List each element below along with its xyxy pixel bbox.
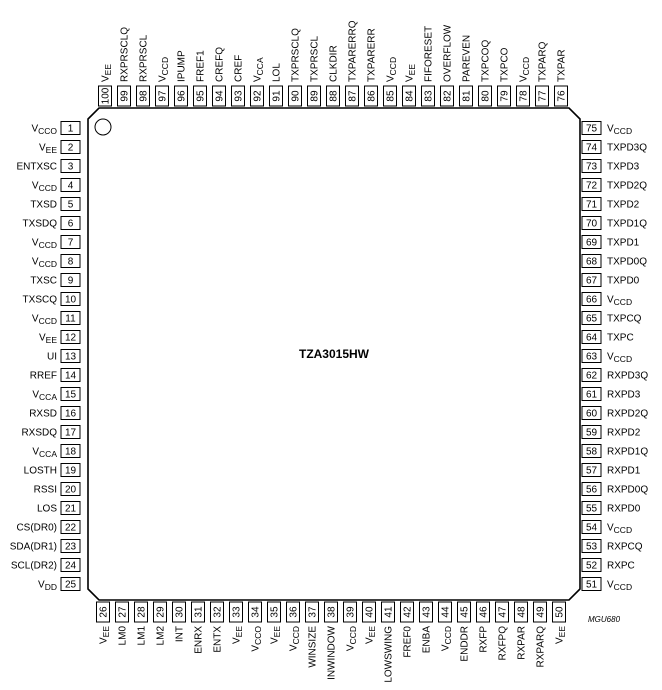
pin-name: RXPD3Q <box>607 370 649 382</box>
pin-name: $V_{EE}$ <box>231 626 244 645</box>
pin-name: $V_{CCD}$ <box>385 56 398 82</box>
pin-name: RXPD2 <box>607 427 641 439</box>
pin-number: 64 <box>585 332 598 344</box>
pin-name: TXSDQ <box>22 218 57 230</box>
pin-number: 50 <box>554 606 566 618</box>
pin-number: 8 <box>67 256 74 268</box>
pin-number: 9 <box>67 275 74 287</box>
pin-number: 6 <box>67 218 74 230</box>
pin-name: RXPRSCLQ <box>119 26 131 82</box>
pin-name: $V_{CCD}$ <box>31 256 57 269</box>
pin-number: 56 <box>585 484 598 496</box>
pin-name: RXPD1Q <box>607 446 649 458</box>
pin-name: CS(DR0) <box>16 522 57 534</box>
pin-name: TXPD2 <box>607 199 640 211</box>
pin-number: 65 <box>585 313 598 325</box>
pin-name: TXPARERR <box>366 28 378 82</box>
pin-number: 19 <box>64 465 77 477</box>
pin-name: $V_{CCD}$ <box>31 237 57 250</box>
pin-name: LOL <box>271 63 283 82</box>
pin-number: 69 <box>585 237 598 249</box>
pin-number: 16 <box>64 408 77 420</box>
pin-name: TXPCO <box>499 47 511 82</box>
pin-name: ENTXSC <box>16 161 57 173</box>
pin-name: $V_{CCD}$ <box>607 351 633 364</box>
pin-name: FIFORESET <box>423 25 435 82</box>
pin-number: 92 <box>252 90 264 102</box>
pin-number: 39 <box>345 606 357 618</box>
pin-name: $V_{EE}$ <box>554 626 567 645</box>
pin-name: RXFP <box>478 626 490 653</box>
pin-name: CREF <box>233 54 245 82</box>
pin-name: RXPAR <box>516 626 528 660</box>
pin-number: 36 <box>288 606 300 618</box>
pin-number: 84 <box>404 90 416 102</box>
pin-name: $V_{CCD}$ <box>157 56 170 82</box>
pin-number: 71 <box>585 199 598 211</box>
pin-name: TXPCQ <box>607 313 642 325</box>
pin-name: RXPARQ <box>535 626 547 668</box>
pin-number: 80 <box>480 90 492 102</box>
pin1-marker-icon <box>95 119 111 135</box>
pin-number: 30 <box>174 606 186 618</box>
pin-number: 79 <box>499 90 511 102</box>
pin-number: 35 <box>269 606 281 618</box>
pin-number: 93 <box>233 90 245 102</box>
pin-name: $V_{CCD}$ <box>31 180 57 193</box>
pin-number: 52 <box>585 560 598 572</box>
pin-number: 99 <box>119 90 131 102</box>
pin-name: $V_{CCD}$ <box>607 522 633 535</box>
pin-number: 62 <box>585 370 598 382</box>
pin-number: 97 <box>157 90 169 102</box>
pin-number: 91 <box>271 90 283 102</box>
pin-name: TXSC <box>30 275 57 287</box>
pin-number: 63 <box>585 351 598 363</box>
pin-number: 10 <box>64 294 77 306</box>
pin-number: 42 <box>402 606 414 618</box>
pin-number: 74 <box>585 142 598 154</box>
pin-number: 44 <box>440 606 452 618</box>
pin-name: TXPD2Q <box>607 180 648 192</box>
pin-name: SCL(DR2) <box>10 560 57 572</box>
pin-number: 78 <box>518 90 530 102</box>
pin-number: 58 <box>585 446 598 458</box>
pin-number: 95 <box>195 90 207 102</box>
pin-number: 25 <box>64 579 77 591</box>
pin-name: INWINDOW <box>326 626 338 680</box>
pin-name: $V_{CCA}$ <box>32 389 57 402</box>
pin-name: RREF <box>29 370 57 382</box>
pin-name: ENTX <box>212 626 224 653</box>
pin-number: 59 <box>585 427 598 439</box>
pin-name: TXPCOQ <box>480 39 492 82</box>
pin-number: 81 <box>461 90 473 102</box>
pin-number: 88 <box>328 90 340 102</box>
pin-number: 26 <box>98 606 110 618</box>
pin-name: LM0 <box>117 626 129 646</box>
pin-name: CLKDIR <box>328 45 340 82</box>
pin-name: RSSI <box>33 484 57 496</box>
pin-name: UI <box>47 351 57 363</box>
pin-number: 96 <box>176 90 188 102</box>
pin-number: 86 <box>366 90 378 102</box>
pin-number: 37 <box>307 606 319 618</box>
pin-name: TXPD1Q <box>607 218 648 230</box>
pin-number: 60 <box>585 408 598 420</box>
pin-name: FREF0 <box>402 626 414 658</box>
pin-number: 75 <box>585 123 598 135</box>
pin-number: 76 <box>556 90 568 102</box>
pin-name: TXPD3 <box>607 161 640 173</box>
pin-name: TXPD0 <box>607 275 640 287</box>
pin-name: TXPAR <box>556 49 568 82</box>
pin-name: $V_{CCA}$ <box>252 57 265 82</box>
pin-number: 22 <box>64 522 77 534</box>
pin-name: LOSTH <box>23 465 57 477</box>
pin-number: 94 <box>214 90 226 102</box>
pin-number: 47 <box>497 606 509 618</box>
pin-name: LOS <box>36 503 57 515</box>
pin-number: 28 <box>136 606 148 618</box>
pin-number: 100 <box>100 87 112 105</box>
pin-number: 29 <box>155 606 167 618</box>
pin-number: 66 <box>585 294 598 306</box>
pin-name: ENDDR <box>459 626 471 662</box>
pin-name: RXPC <box>607 560 635 572</box>
pin-name: $V_{DD}$ <box>38 579 57 592</box>
pin-name: LM1 <box>136 626 148 646</box>
pin-number: 1 <box>67 123 74 135</box>
pin-number: 12 <box>64 332 77 344</box>
pin-number: 54 <box>585 522 598 534</box>
pin-number: 83 <box>423 90 435 102</box>
pin-number: 27 <box>117 606 129 618</box>
pin-name: INT <box>174 626 186 643</box>
pin-number: 15 <box>64 389 77 401</box>
pin-number: 4 <box>67 180 74 192</box>
pin-name: TXPC <box>607 332 634 344</box>
pin-name: ENRX <box>193 626 205 654</box>
pin-number: 14 <box>64 370 77 382</box>
pin-number: 34 <box>250 606 262 618</box>
pin-name: TXSCQ <box>22 294 57 306</box>
pin-number: 5 <box>67 199 74 211</box>
pin-name: RXFPQ <box>497 626 509 661</box>
pin-number: 43 <box>421 606 433 618</box>
pin-number: 45 <box>459 606 471 618</box>
pin-name: RXSD <box>29 408 57 420</box>
pin-name: ENBA <box>421 626 433 654</box>
pin-name: TXPARERRQ <box>347 20 359 82</box>
pin-number: 31 <box>193 606 205 618</box>
pin-number: 77 <box>537 90 549 102</box>
pin-number: 72 <box>585 180 598 192</box>
pin-number: 40 <box>364 606 376 618</box>
pin-name: $V_{EE}$ <box>100 63 113 82</box>
pin-name: RXPD0Q <box>607 484 649 496</box>
pin-name: OVERFLOW <box>442 24 454 82</box>
pin-number: 89 <box>309 90 321 102</box>
pin-name: $V_{CCD}$ <box>31 313 57 326</box>
pin-name: $V_{EE}$ <box>404 63 417 82</box>
pin-number: 41 <box>383 606 395 618</box>
pin-name: $V_{EE}$ <box>364 626 377 645</box>
pin-number: 67 <box>585 275 598 287</box>
pin-name: CREFQ <box>214 47 226 82</box>
pin-number: 98 <box>138 90 150 102</box>
pin-number: 46 <box>478 606 490 618</box>
pin-name: WINSIZE <box>307 626 319 668</box>
pin-number: 32 <box>212 606 224 618</box>
pin-number: 18 <box>64 446 77 458</box>
pin-number: 21 <box>64 503 77 515</box>
pin-number: 85 <box>385 90 397 102</box>
pin-number: 13 <box>64 351 77 363</box>
pin-number: 49 <box>535 606 547 618</box>
pin-name: TXPRSCLQ <box>290 28 302 82</box>
pin-number: 82 <box>442 90 454 102</box>
pin-name: SDA(DR1) <box>9 541 57 553</box>
pin-name: $V_{EE}$ <box>38 142 57 155</box>
pin-name: $V_{CCD}$ <box>345 626 358 652</box>
pin-name: RXPD3 <box>607 389 641 401</box>
pin-number: 70 <box>585 218 598 230</box>
pin-number: 57 <box>585 465 598 477</box>
pin-number: 68 <box>585 256 598 268</box>
pin-number: 53 <box>585 541 598 553</box>
pin-name: LM2 <box>155 626 167 646</box>
pin-number: 17 <box>64 427 77 439</box>
pin-number: 90 <box>290 90 302 102</box>
pin-name: $V_{CCD}$ <box>518 56 531 82</box>
pin-number: 2 <box>67 142 74 154</box>
pin-name: TXPD3Q <box>607 142 648 154</box>
pin-name: $V_{CCD}$ <box>607 294 633 307</box>
pin-number: 24 <box>64 560 77 572</box>
pin-number: 23 <box>64 541 77 553</box>
pin-number: 73 <box>585 161 598 173</box>
pin-name: $V_{EE}$ <box>269 626 282 645</box>
pin-name: $V_{CCD}$ <box>607 579 633 592</box>
pin-name: TXPRSCL <box>309 35 321 82</box>
pin-name: RXSDQ <box>21 427 57 439</box>
pin-name: $V_{EE}$ <box>98 626 111 645</box>
pin-name: TXPD1 <box>607 237 640 249</box>
pin-number: 55 <box>585 503 598 515</box>
pin-name: $V_{EE}$ <box>38 332 57 345</box>
pin-number: 33 <box>231 606 243 618</box>
pin-name: $V_{CCO}$ <box>250 626 263 652</box>
pin-name: RXPD1 <box>607 465 641 477</box>
pin-name: TXSD <box>30 199 57 211</box>
pin-number: 87 <box>347 90 359 102</box>
pin-name: $V_{CCD}$ <box>440 626 453 652</box>
pin-name: $V_{CCO}$ <box>31 123 57 136</box>
pin-name: RXPD0 <box>607 503 641 515</box>
pin-number: 11 <box>65 313 76 325</box>
pin-number: 20 <box>64 484 77 496</box>
pin-name: RXPD2Q <box>607 408 649 420</box>
pin-name: $V_{CCD}$ <box>607 123 633 136</box>
pin-number: 3 <box>67 161 74 173</box>
pin-name: $V_{CCA}$ <box>32 446 57 459</box>
pin-name: TXPD0Q <box>607 256 648 268</box>
pin-number: 51 <box>585 579 598 591</box>
pin-name: PAREVEN <box>461 34 473 82</box>
pin-number: 61 <box>585 389 598 401</box>
pin-name: LOWSWING <box>383 626 395 683</box>
pin-name: FREF1 <box>195 50 207 82</box>
figure-code: MGU680 <box>588 615 621 624</box>
pin-name: TXPARQ <box>537 41 549 82</box>
pin-name: RXPCQ <box>607 541 643 553</box>
chip-name: TZA3015HW <box>298 347 370 361</box>
pin-number: 7 <box>67 237 74 249</box>
pin-name: RXPRSCL <box>138 34 150 82</box>
pin-name: IPUMP <box>176 50 188 82</box>
pin-number: 38 <box>326 606 338 618</box>
pin-name: $V_{CCD}$ <box>288 626 301 652</box>
pin-number: 48 <box>516 606 528 618</box>
